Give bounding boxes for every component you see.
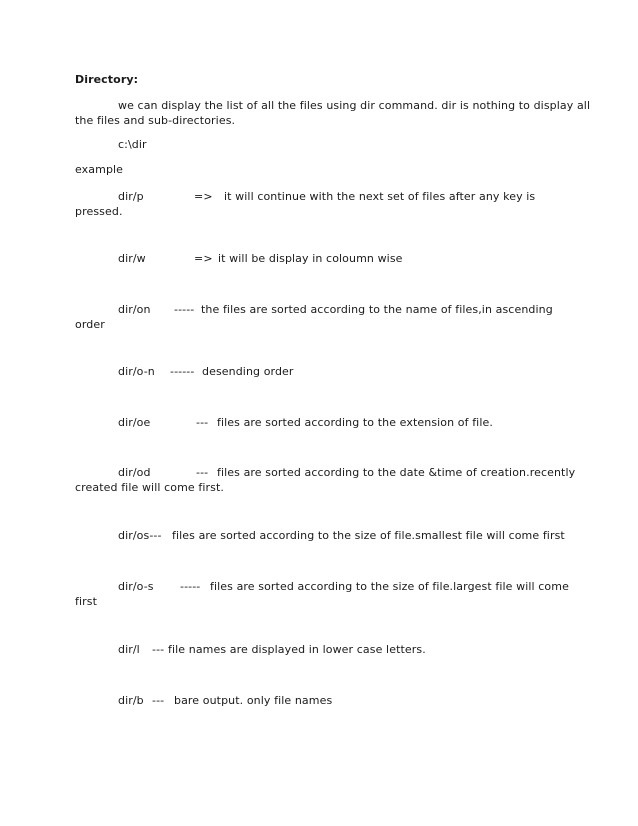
separator: => xyxy=(194,190,213,203)
command-name: dir/od xyxy=(118,466,151,479)
entry-dir-o-n xyxy=(118,364,294,380)
separator: --- xyxy=(152,694,165,707)
description: bare output. only file names xyxy=(174,694,333,707)
section-heading: Directory: xyxy=(75,73,139,86)
command-name: dir/w xyxy=(118,252,146,265)
description: it will be display in coloumn wise xyxy=(218,252,403,265)
command-name: dir/on xyxy=(118,303,151,316)
entry-dir-l xyxy=(118,642,426,658)
example-label: example xyxy=(75,163,124,176)
entry-dir-os xyxy=(118,528,565,544)
entry-dir-w xyxy=(118,251,403,267)
basic-command: c:\dir xyxy=(118,138,147,151)
entry-dir-o-s-continuation: first xyxy=(75,595,97,608)
entry-dir-oe xyxy=(118,415,493,431)
description: desending order xyxy=(202,365,294,378)
command-name: dir/b xyxy=(118,694,144,707)
description: files are sorted according to the extension of file. xyxy=(217,416,493,429)
description: files are sorted according to the size of file.smallest file will come first xyxy=(172,529,565,542)
command-name: dir/l xyxy=(118,643,140,656)
entry-dir-p-continuation: pressed. xyxy=(75,205,123,218)
intro-line-2: the files and sub-directories. xyxy=(75,114,236,127)
description: files are sorted according to the date &time of creation.recently xyxy=(217,466,576,479)
entry-dir-od xyxy=(118,465,575,481)
separator: --- xyxy=(196,466,209,479)
description: it will continue with the next set of files after any key is xyxy=(224,190,536,203)
command-name: dir/o-n xyxy=(118,365,155,378)
description: the files are sorted according to the name of files,in ascending xyxy=(201,303,553,316)
entry-dir-on xyxy=(118,302,553,318)
separator: => xyxy=(194,252,213,265)
entry-dir-od-continuation: created file will come first. xyxy=(75,481,224,494)
description: files are sorted according to the size of file.largest file will come xyxy=(210,580,569,593)
command-name: dir/os--- xyxy=(118,529,162,542)
entry-dir-p xyxy=(118,189,535,205)
command-name: dir/o-s xyxy=(118,580,154,593)
separator: ----- xyxy=(180,580,201,593)
command-name: dir/p xyxy=(118,190,144,203)
separator: ----- xyxy=(174,303,195,316)
command-name: dir/oe xyxy=(118,416,151,429)
entry-dir-o-s xyxy=(118,579,569,595)
separator: ------ xyxy=(170,365,195,378)
separator: --- xyxy=(196,416,209,429)
description: file names are displayed in lower case letters. xyxy=(168,643,426,656)
intro-line-1: we can display the list of all the files using dir command. dir is nothing to display all xyxy=(118,99,591,112)
separator: --- xyxy=(152,643,165,656)
entry-dir-on-continuation: order xyxy=(75,318,105,331)
entry-dir-b xyxy=(118,693,332,709)
